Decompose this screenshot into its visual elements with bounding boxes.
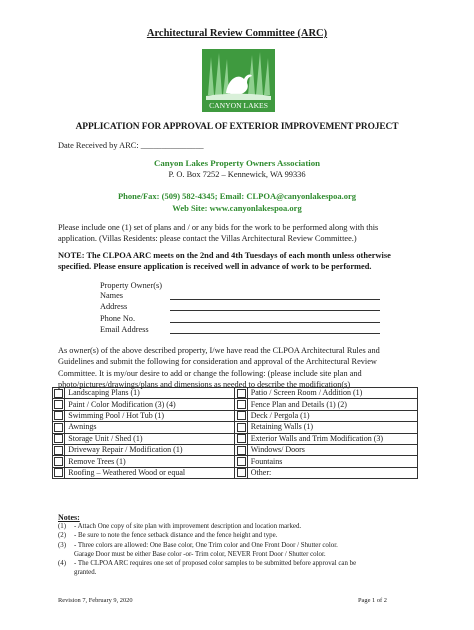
- intro-line-2: application. (Villas Residents: please contact the Villas Architectural Review Committee.): [58, 234, 357, 244]
- checklist-label-right: Windows/ Doors: [247, 444, 417, 455]
- note-number: (2): [58, 532, 67, 540]
- note-line-1: NOTE: The CLPOA ARC meets on the 2nd and 4th Tuesdays of each month unless otherwise: [58, 251, 391, 260]
- note-number: (4): [58, 560, 67, 568]
- note-text: - The CLPOA ARC requires one set of proposed color samples to be submitted before approval can be: [74, 560, 357, 568]
- statement-line-3: Committee. It is my/our desire to add or change the following: (please include site plan and: [58, 368, 362, 378]
- note-number: (3): [58, 541, 67, 549]
- phone-field[interactable]: [170, 322, 380, 323]
- checklist-label-right: Exterior Walls and Trim Modification (3): [247, 433, 417, 444]
- checkbox-left-cell[interactable]: [53, 456, 65, 467]
- checkbox-left[interactable]: [54, 446, 63, 455]
- checklist-label-left: Remove Trees (1): [65, 456, 235, 467]
- address-field[interactable]: [170, 310, 380, 311]
- statement-line-2: Guidelines and submit the following for consideration and approval of the Architectural Review: [58, 357, 377, 367]
- revision-footer: Revision 7, February 9, 2020: [58, 597, 133, 604]
- association-website: [0, 203, 474, 213]
- note-item: [58, 522, 428, 531]
- checklist-label-right: Patio / Screen Room / Addition (1): [247, 388, 417, 399]
- checklist-label-right: Retaining Walls (1): [247, 422, 417, 433]
- checklist-label-left: Landscaping Plans (1): [65, 388, 235, 399]
- phone-label: Phone No.: [100, 314, 136, 323]
- canyon-lakes-logo: [202, 49, 275, 112]
- note-item: [58, 541, 428, 550]
- checkbox-right-cell[interactable]: [235, 399, 247, 410]
- checkbox-right-cell[interactable]: [235, 422, 247, 433]
- checklist-label-right: Fountains: [247, 456, 417, 467]
- email-field[interactable]: [170, 333, 380, 334]
- checklist-label-left: Swimming Pool / Hot Tub (1): [65, 410, 235, 421]
- email-label: Email Address: [100, 325, 149, 334]
- date-received-line: Date Received by ARC: _______________: [58, 141, 204, 150]
- checkbox-right-cell[interactable]: [235, 467, 247, 478]
- checkbox-left[interactable]: [54, 389, 63, 398]
- checklist-row: [53, 422, 418, 433]
- note-text: - Attach One copy of site plan with improvement description and location marked.: [74, 523, 302, 530]
- checkbox-right[interactable]: [237, 389, 246, 398]
- checklist-label-left: Awnings: [65, 422, 235, 433]
- note-number: (1): [58, 523, 67, 530]
- checklist-row: [53, 388, 418, 399]
- property-owner-label: Property Owner(s): [100, 281, 162, 290]
- association-contact: Phone/Fax: (509) 582-4345; Email: CLPOA@canyonlakespoa.org: [117, 191, 357, 201]
- checklist-label-right: Fence Plan and Details (1) (2): [247, 399, 417, 410]
- note-text: granted.: [74, 569, 97, 577]
- intro-line-1: Please include one (1) set of plans and / or any bids for the work to be performed along with this: [58, 223, 379, 232]
- checkbox-left[interactable]: [54, 400, 63, 409]
- checklist-row: [53, 444, 418, 455]
- checklist-row: [53, 399, 418, 410]
- statement-line-1: As owner(s) of the above described property, I/we have read the CLPOA Architectural Rules and: [58, 346, 380, 355]
- note-item: [58, 559, 428, 568]
- meeting-note: [58, 250, 418, 273]
- note-text: Garage Door must be either Base color -or- Trim color, NEVER Front Door / Shutter color.: [74, 550, 326, 558]
- notes-heading: Notes:: [58, 513, 80, 522]
- note-text: - Be sure to note the fence setback distance and the fence height and type.: [74, 532, 278, 540]
- checkbox-right[interactable]: [237, 400, 246, 409]
- logo-text: CANYON LAKES: [209, 101, 268, 110]
- note-text: - Three colors are allowed: One Base color, One Trim color and One Front Door / Shutter color.: [74, 541, 338, 549]
- checklist-label-left: Storage Unit / Shed (1): [65, 433, 235, 444]
- statement-line-4: photo/pictures/drawings/plans and dimensions as needed to describe the modification(s): [58, 379, 351, 389]
- website-text: Web Site: www.canyonlakespoa.org: [172, 203, 302, 213]
- checkbox-right[interactable]: [237, 468, 246, 477]
- address-label: Address: [100, 302, 128, 311]
- checklist-label-left: Paint / Color Modification (3) (4): [65, 399, 235, 410]
- checkbox-right[interactable]: [237, 411, 246, 420]
- checklist-label-right: Other:: [247, 467, 417, 478]
- checkbox-right[interactable]: [237, 434, 246, 443]
- checkbox-left[interactable]: [54, 468, 63, 477]
- checkbox-right-cell[interactable]: [235, 456, 247, 467]
- document-title: Architectural Review Committee (ARC): [146, 28, 328, 39]
- form-heading: APPLICATION FOR APPROVAL OF EXTERIOR IMPROVEMENT PROJECT: [75, 122, 399, 132]
- notes-list: [58, 522, 428, 578]
- checklist-row: [53, 467, 418, 478]
- checkbox-left-cell[interactable]: [53, 399, 65, 410]
- checkbox-left-cell[interactable]: [53, 388, 65, 399]
- checkbox-left-cell[interactable]: [53, 467, 65, 478]
- names-label: Names: [100, 291, 124, 300]
- note-item-continued: [58, 568, 428, 577]
- checklist-label-right: Deck / Pergola (1): [247, 410, 417, 421]
- checkbox-right-cell[interactable]: [235, 388, 247, 399]
- checkbox-left[interactable]: [54, 434, 63, 443]
- checkbox-left[interactable]: [54, 411, 63, 420]
- owner-statement: [58, 345, 418, 390]
- association-name: Canyon Lakes Property Owners Association: [153, 158, 320, 168]
- checklist-row: [53, 410, 418, 421]
- intro-paragraph: [58, 222, 418, 245]
- names-field[interactable]: [170, 299, 380, 300]
- checklist-label-left: Roofing – Weathered Wood or equal: [65, 467, 235, 478]
- checkbox-left-cell[interactable]: [53, 422, 65, 433]
- checklist-row: [53, 456, 418, 467]
- checklist-row: [53, 433, 418, 444]
- checkbox-right-cell[interactable]: [235, 433, 247, 444]
- checklist-label-left: Driveway Repair / Modification (1): [65, 444, 235, 455]
- checkbox-left[interactable]: [54, 457, 63, 466]
- note-item: [58, 531, 428, 540]
- checkbox-right[interactable]: [237, 423, 246, 432]
- checkbox-left[interactable]: [54, 423, 63, 432]
- page-number: Page 1 of 2: [358, 597, 387, 604]
- checkbox-left-cell[interactable]: [53, 444, 65, 455]
- note-item-continued: [58, 550, 428, 559]
- checkbox-left-cell[interactable]: [53, 433, 65, 444]
- checkbox-right[interactable]: [237, 446, 246, 455]
- note-line-2: specified. Please ensure application is received well in advance of work to be performed.: [58, 262, 372, 272]
- checkbox-right-cell[interactable]: [235, 444, 247, 455]
- checkbox-right-cell[interactable]: [235, 410, 247, 421]
- checkbox-right[interactable]: [237, 457, 246, 466]
- association-address: P. O. Box 7252 – Kennewick, WA 99336: [168, 170, 306, 179]
- checkbox-left-cell[interactable]: [53, 410, 65, 421]
- improvement-checklist: [52, 387, 418, 479]
